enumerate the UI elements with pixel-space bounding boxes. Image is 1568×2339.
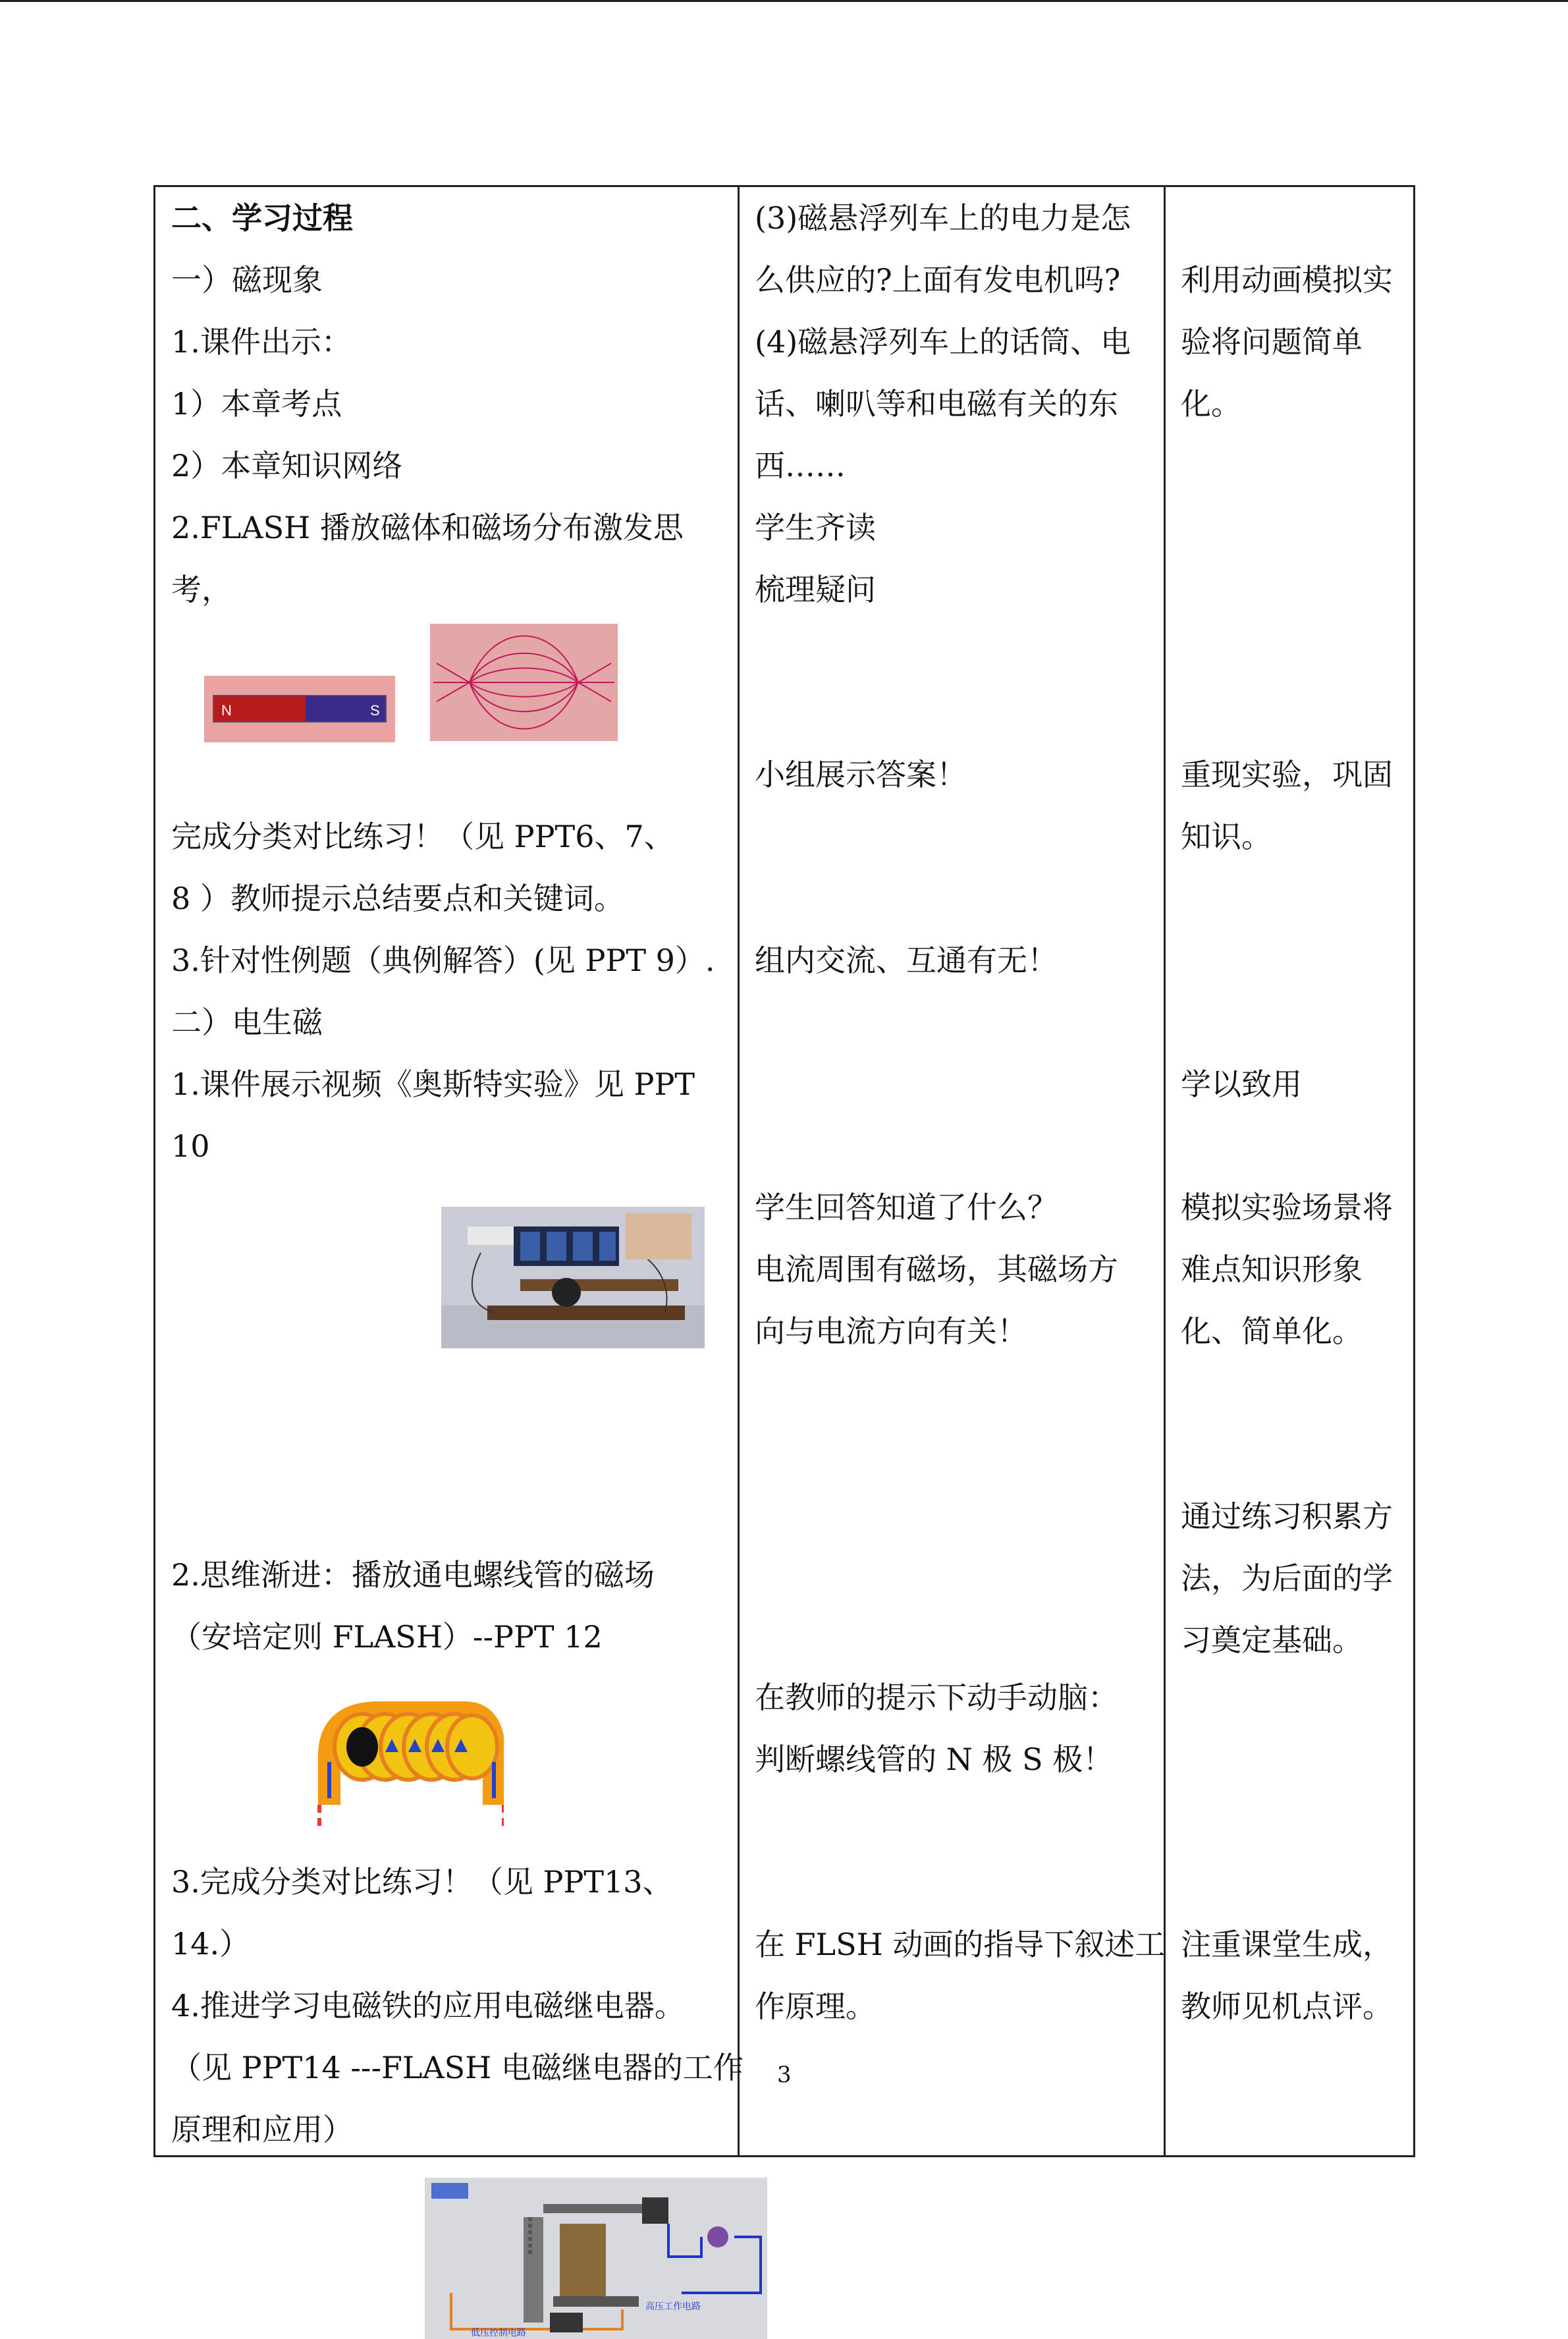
text-line: 重现实验，巩固 [1181,757,1393,792]
text-line: 么供应的?上面有发电机吗? [755,262,1121,298]
text-line: (4)磁悬浮列车上的话筒、电 [755,324,1131,360]
section-heading: 二、学习过程 [171,200,353,236]
column-divider [1164,187,1166,2155]
column-divider [738,187,740,2155]
text-line: 1.课件展示视频《奥斯特实验》见 PPT [171,1066,695,1102]
text-line: 判断螺线管的 N 极 S 极！ [755,1742,1114,1777]
text-line: (3)磁悬浮列车上的电力是怎 [755,200,1131,236]
relay-label-low-voltage: 低压控制电路 [471,2328,526,2338]
text-line: 完成分类对比练习！（见 PPT6、7、 [171,819,674,854]
magnet-label-s: S [370,702,380,719]
page-number: 3 [777,2062,792,2088]
text-line: 西…… [755,448,846,483]
text-line: 习奠定基础。 [1181,1622,1363,1658]
text-line: 1）本章考点 [171,386,342,422]
text-line: 知识。 [1181,819,1272,854]
text-line: 在 FLSH 动画的指导下叙述工 [755,1927,1166,1962]
text-line: 学以致用 [1181,1066,1302,1102]
text-line: 利用动画模拟实 [1181,262,1393,298]
text-line: 梳理疑问 [755,572,876,607]
text-line: 模拟实验场景将 [1181,1190,1393,1225]
text-line: 电流周围有磁场，其磁场方 [755,1252,1118,1287]
text-line: 组内交流、互通有无！ [755,943,1058,978]
text-line: 10 [171,1128,210,1164]
magnetic-field-image [430,624,618,741]
text-line: 3.针对性例题（典例解答）(见 PPT 9）. [171,943,715,978]
top-rule [0,0,1568,2]
text-line: 一）磁现象 [171,262,323,298]
text-line: 4.推进学习电磁铁的应用电磁继电器。 [171,1988,685,2023]
relay-label-high-voltage: 高压工作电路 [645,2301,701,2312]
text-line: 法，为后面的学 [1181,1560,1393,1596]
text-line: 2.思维渐进：播放通电螺线管的磁场 [171,1557,655,1593]
bar-magnet-image [204,676,395,742]
text-line: 通过练习积累方 [1181,1499,1393,1534]
magnet-label-n: N [221,702,232,719]
text-line: 考， [171,572,232,607]
text-line: （安培定则 FLASH）--PPT 12 [171,1619,603,1655]
oersted-experiment-photo [441,1207,705,1348]
text-line: 作原理。 [755,1989,876,2024]
text-line: 教师见机点评。 [1181,1989,1393,2024]
text-line: 学生回答知道了什么？ [755,1190,1058,1225]
text-line: 学生齐读 [755,510,876,545]
text-line: 话、喇叭等和电磁有关的东 [755,386,1118,422]
lesson-table [153,185,1415,2338]
text-line: （见 PPT14 ---FLASH 电磁继电器的工作 [171,2050,743,2085]
relay-diagram-image [425,2178,767,2339]
solenoid-image [300,1699,504,1831]
text-line: 3.完成分类对比练习！（见 PPT13、 [171,1864,673,1900]
text-line: 原理和应用） [171,2112,353,2147]
text-line: 二）电生磁 [171,1004,323,1040]
text-line: 2）本章知识网络 [171,448,403,483]
text-line: 注重课堂生成， [1181,1927,1393,1962]
text-line: 向与电流方向有关！ [755,1313,1027,1349]
text-line: 1.课件出示： [171,324,352,360]
text-line: 14.） [171,1926,250,1962]
text-line: 小组展示答案！ [755,757,967,792]
text-line: 8 ）教师提示总结要点和关键词。 [171,881,624,916]
text-line: 2.FLASH 播放磁体和磁场分布激发思 [171,510,684,545]
text-line: 在教师的提示下动手动脑： [755,1680,1118,1715]
text-line: 化、简单化。 [1181,1313,1363,1349]
text-line: 验将问题简单 [1181,324,1363,360]
text-line: 化。 [1181,386,1241,422]
text-line: 难点知识形象 [1181,1252,1363,1287]
